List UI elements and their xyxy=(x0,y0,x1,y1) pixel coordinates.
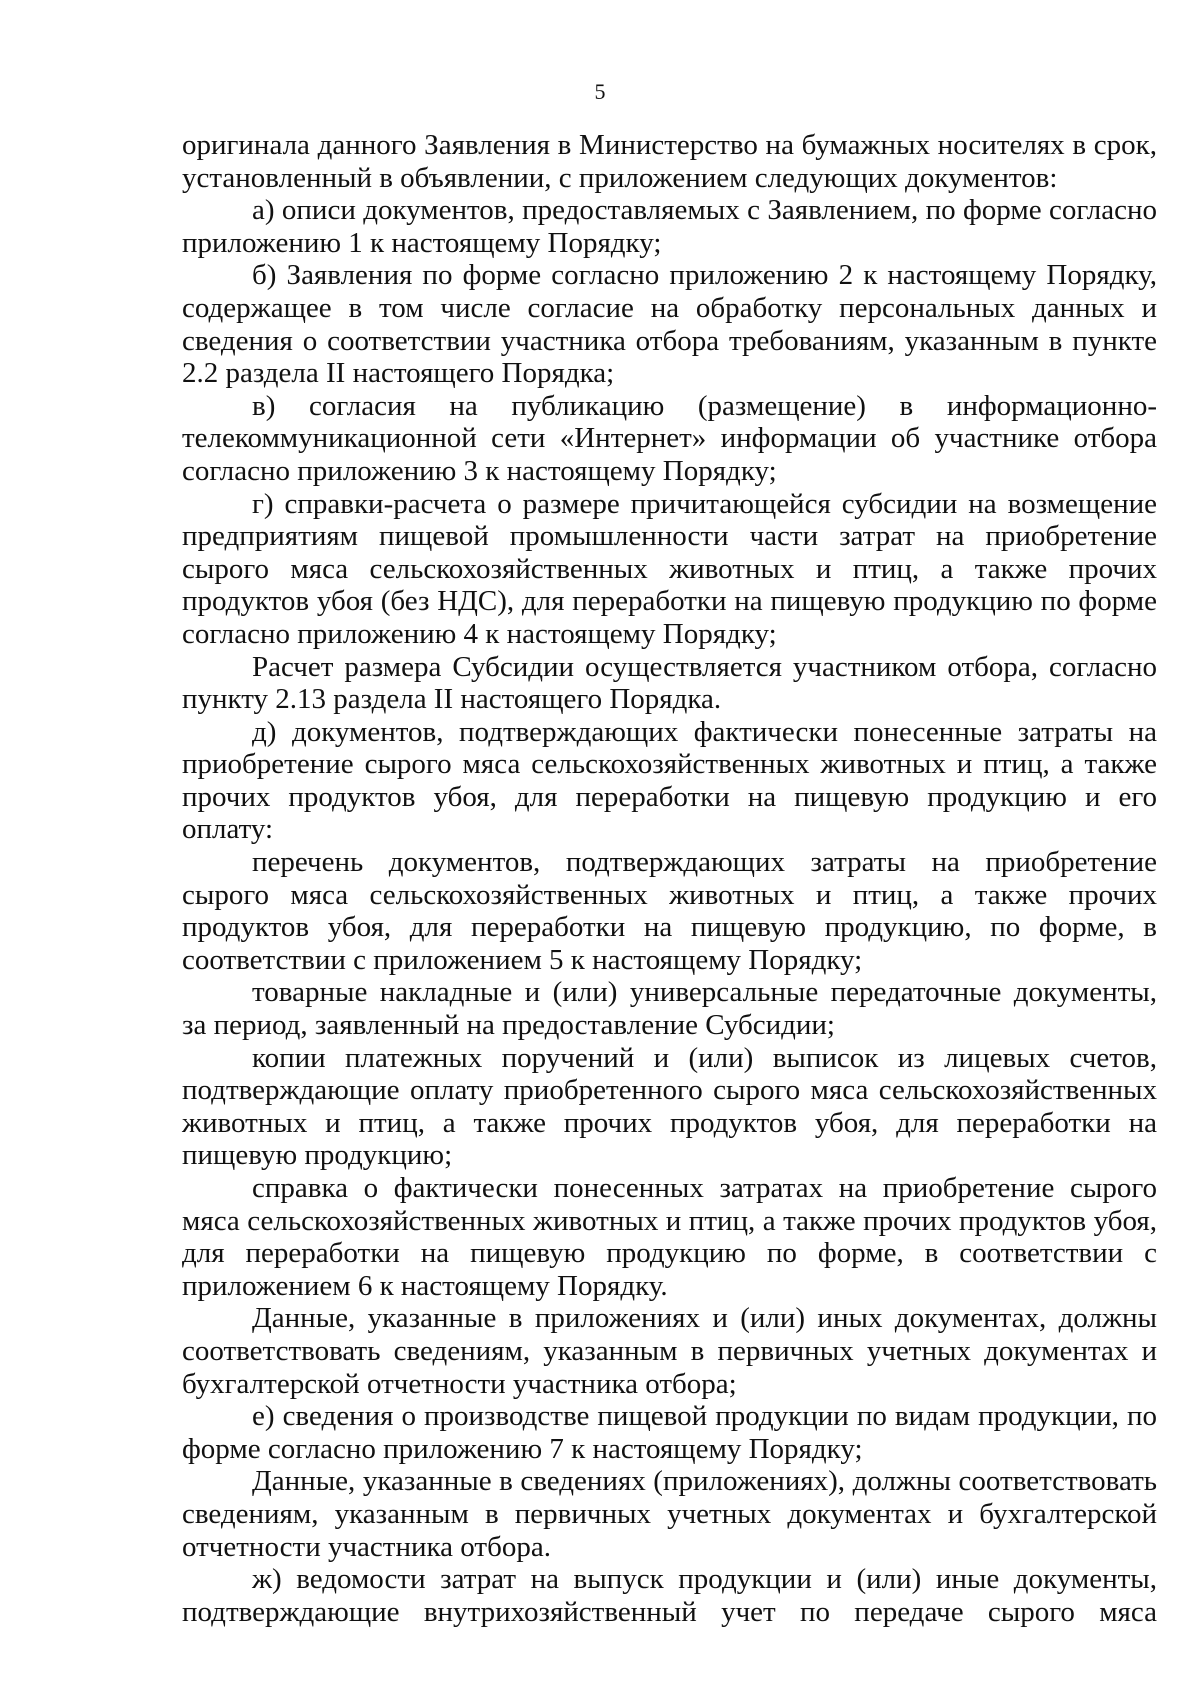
paragraph-item-zh-cost-statements: ж) ведомости затрат на выпуск продукции и (или) иные документы, подтверждающие внутрихозяйственный учет по передаче сырого мяса xyxy=(182,1563,1157,1628)
paragraph-item-e-production-info: е) сведения о производстве пищевой продукции по видам продукции, по форме согласно приложению 7 к настоящему Порядку; xyxy=(182,1400,1157,1465)
paragraph-cost-certificate: справка о фактически понесенных затратах на приобретение сырого мяса сельскохозяйственных животных и птиц, а также прочих продуктов убоя, для переработки на пищевую продукцию по форме, в соответствии с приложением 6 к настоящему Порядку. xyxy=(182,1172,1157,1302)
paragraph-submission: оригинала данного Заявления в Министерство на бумажных носителях в срок, установленный в объявлении, с приложением следующих документов: xyxy=(182,129,1157,194)
paragraph-item-d-cost-documents: д) документов, подтверждающих фактически понесенные затраты на приобретение сырого мяса сельскохозяйственных животных и птиц, а также прочих продуктов убоя, для переработки на пищевую продукцию и его оплату: xyxy=(182,715,1157,846)
paragraph-item-b-application: б) Заявления по форме согласно приложению 2 к настоящему Порядку, содержащее в том числе согласие на обработку персональных данных и сведения о соответствии участника отбора требованиям, указанным в пункте 2.2 раздела II настоящего Порядка; xyxy=(182,259,1157,390)
paragraph-payment-orders: копии платежных поручений и (или) выписок из лицевых счетов, подтверждающие оплату приобретенного сырого мяса сельскохозяйственных животных и птиц, а также прочих продуктов убоя, для переработки на пищевую продукцию; xyxy=(182,1041,1157,1172)
document-body xyxy=(182,129,1157,1628)
paragraph-item-g-calculation: г) справки-расчета о размере причитающейся субсидии на возмещение предприятиям пищевой промышленности части затрат на приобретение сырого мяса сельскохозяйственных животных и птиц, а также прочих продуктов убоя (без НДС), для переработки на пищевую продукцию по форме согласно приложению 4 к настоящему Порядку; xyxy=(182,487,1157,650)
paragraph-document-list: перечень документов, подтверждающих затраты на приобретение сырого мяса сельскохозяйственных животных и птиц, а также прочих продуктов убоя, для переработки на пищевую продукцию, по форме, в соответствии с приложением 5 к настоящему Порядку; xyxy=(182,846,1157,976)
paragraph-data-consistency-1: Данные, указанные в приложениях и (или) иных документах, должны соответствовать сведениям, указанным в первичных учетных документах и бухгалтерской отчетности участника отбора; xyxy=(182,1302,1157,1400)
paragraph-subsidy-calculation-note: Расчет размера Субсидии осуществляется участником отбора, согласно пункту 2.13 раздела II настоящего Порядка. xyxy=(182,650,1157,716)
paragraph-item-a-inventory: а) описи документов, предоставляемых с Заявлением, по форме согласно приложению 1 к настоящему Порядку; xyxy=(182,194,1157,259)
paragraph-item-v-consent: в) согласия на публикацию (размещение) в информационно-телекоммуникационной сети «Интернет» информации об участнике отбора согласно приложению 3 к настоящему Порядку; xyxy=(182,389,1157,487)
page-number: 5 xyxy=(594,79,606,104)
paragraph-data-consistency-2: Данные, указанные в сведениях (приложениях), должны соответствовать сведениям, указанным в первичных учетных документах и бухгалтерской отчетности участника отбора. xyxy=(182,1465,1157,1563)
paragraph-invoices: товарные накладные и (или) универсальные передаточные документы, за период, заявленный на предоставление Субсидии; xyxy=(182,976,1157,1042)
